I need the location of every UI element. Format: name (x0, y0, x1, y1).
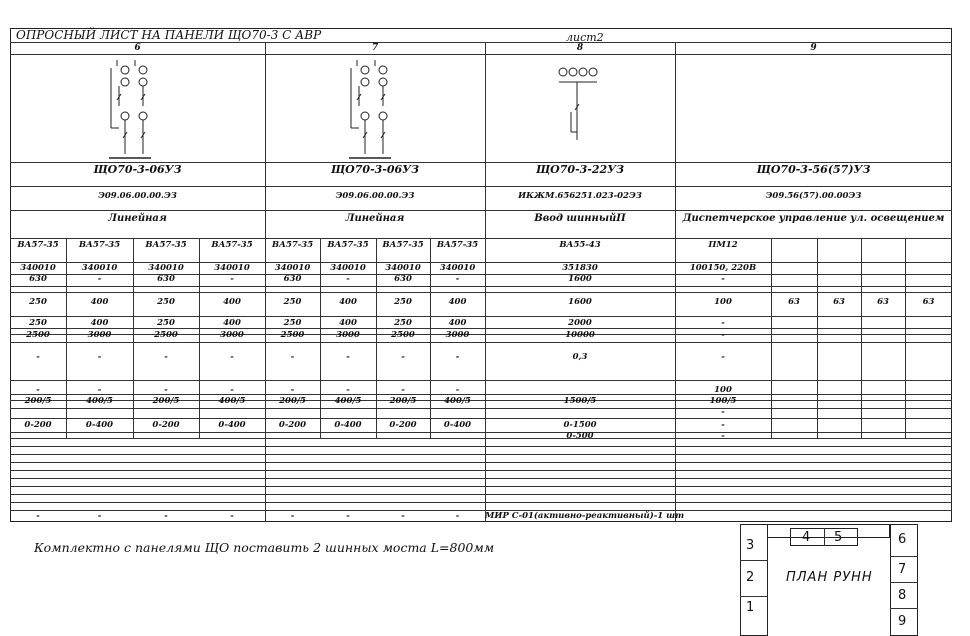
table-cell: ВА57-35 (145, 240, 187, 250)
table-cell: 2500 (154, 330, 178, 340)
table-cell: 400 (223, 297, 241, 307)
h-rule (10, 292, 952, 293)
table-cell: - (721, 431, 725, 441)
table-cell: - (36, 385, 40, 395)
table-cell: 3000 (87, 330, 112, 340)
table-cell: ВА57-35 (382, 240, 424, 250)
table-cell: - (401, 511, 405, 521)
table-cell: 400 (223, 318, 241, 328)
table-cell: - (97, 352, 102, 362)
table-cell: 250 (157, 318, 175, 328)
h-rule (10, 210, 952, 211)
table-cell: МИР С-01(активно-реактивный)-1 шт (485, 511, 685, 521)
table-cell: 63 (833, 297, 845, 307)
table-cell: 340010 (439, 263, 476, 273)
table-cell: 250 (29, 297, 47, 307)
table-cell: - (290, 352, 295, 362)
table-cell: - (721, 352, 725, 362)
table-cell: Линейная (108, 213, 167, 224)
h-rule (10, 286, 952, 287)
plan-cell: 6 (898, 532, 907, 547)
table-cell: Диспетчерское управление ул. освещением (682, 213, 945, 224)
table-cell: 200/5 (152, 396, 180, 406)
table-cell: Линейная (345, 213, 405, 224)
table-cell: - (346, 385, 350, 395)
table-cell: 400/5 (218, 396, 246, 406)
table-cell: 200/5 (389, 396, 417, 406)
table-cell: 630 (29, 274, 47, 284)
table-cell: ЩО70-3-06УЗ (93, 163, 182, 176)
table-cell: - (455, 274, 460, 284)
schematic-diagram-8 (555, 62, 605, 144)
table-cell: - (290, 511, 295, 521)
h-rule (10, 478, 952, 479)
h-rule (10, 486, 952, 487)
table-cell: 400/5 (444, 396, 471, 406)
table-cell: - (230, 511, 234, 521)
table-cell: 2000 (568, 318, 592, 328)
h-rule (10, 54, 952, 55)
table-cell: 0-400 (218, 420, 246, 430)
delivery-note: Комплектно с панелями ЩО поставить 2 шинных моста L=800мм (34, 540, 495, 555)
h-rule (10, 502, 952, 503)
v-rule (817, 238, 818, 438)
table-cell: 400/5 (334, 396, 362, 406)
table-cell: 351830 (562, 263, 598, 273)
table-cell: 340010 (148, 263, 184, 273)
table-cell: 1500/5 (563, 396, 597, 406)
table-cell: - (721, 274, 725, 284)
table-cell: - (230, 385, 234, 395)
plan-cell: 4 (802, 530, 811, 545)
table-cell: ИКЖМ.656251.023-02ЭЗ (518, 191, 642, 201)
plan-cell: 2 (746, 570, 755, 585)
table-cell: 0-200 (389, 420, 417, 430)
table-cell: 2500 (391, 330, 415, 340)
plan-cell: 8 (898, 588, 907, 603)
h-rule (10, 494, 952, 495)
h-rule (10, 408, 952, 409)
table-cell: 630 (157, 274, 175, 284)
h-rule (10, 438, 952, 439)
v-rule (905, 238, 906, 438)
h-rule (10, 462, 952, 463)
table-cell: - (401, 385, 405, 395)
table-cell: 250 (394, 318, 412, 328)
plan-cell: 1 (746, 600, 755, 615)
table-cell: 340010 (330, 263, 366, 273)
h-rule (10, 342, 952, 343)
h-rule (10, 446, 952, 447)
table-cell: 0-200 (24, 420, 52, 430)
table-cell: ЩО70-3-06УЗ (330, 163, 420, 176)
table-cell: 250 (394, 297, 412, 307)
h-rule (10, 454, 952, 455)
table-cell: 1600 (568, 274, 592, 284)
table-cell: ЩО70-3-22УЗ (535, 163, 625, 176)
table-cell: 100150, 220В (689, 263, 757, 273)
column-number: 8 (576, 43, 584, 53)
table-cell: - (721, 407, 725, 417)
table-cell: - (164, 352, 168, 362)
table-cell: 63 (922, 297, 935, 307)
table-cell: 200/5 (279, 396, 306, 406)
table-cell: 340010 (20, 263, 56, 273)
schematic-diagram-6 (105, 58, 165, 162)
table-cell: ВА55-43 (559, 240, 601, 250)
table-cell: 63 (877, 297, 889, 307)
table-cell: 400 (90, 297, 109, 307)
table-cell: ПМ12 (708, 240, 738, 250)
table-cell: 3000 (336, 330, 360, 340)
table-cell: 10000 (565, 330, 595, 340)
table-cell: ВА57-35 (436, 240, 479, 250)
column-number: 7 (371, 43, 379, 53)
table-cell: 250 (29, 318, 47, 328)
table-cell: 200/5 (24, 396, 52, 406)
table-cell: 250 (283, 297, 302, 307)
table-cell: 0-200 (152, 420, 180, 430)
table-cell: - (164, 385, 168, 395)
table-cell: 340010 (214, 263, 250, 273)
table-cell: 340010 (385, 263, 421, 273)
table-cell: - (97, 511, 102, 521)
table-cell: 400/5 (86, 396, 113, 406)
table-cell: - (721, 330, 725, 340)
v-rule (861, 238, 862, 438)
schematic-diagram-7 (345, 58, 405, 162)
h-rule (10, 418, 952, 419)
plan-cell: 5 (834, 530, 843, 545)
table-cell: ВА57-35 (271, 240, 314, 250)
h-rule (10, 380, 952, 381)
table-cell: 250 (157, 297, 175, 307)
plan-cell: 9 (898, 614, 907, 629)
table-cell: - (164, 511, 168, 521)
table-cell: 100 (714, 385, 732, 395)
table-cell: 0-400 (85, 420, 114, 430)
table-cell: 0-1500 (563, 420, 597, 430)
table-cell: Ввод шинныйП (534, 213, 626, 224)
table-cell: - (346, 274, 350, 284)
table-cell: 250 (283, 318, 302, 328)
table-cell: 400 (339, 297, 357, 307)
header-title: ОПРОСНЫЙ ЛИСТ НА ПАНЕЛИ ЩО70-3 С АВР (16, 28, 322, 42)
table-cell: 630 (283, 274, 302, 284)
table-cell: - (290, 385, 295, 395)
table-cell: - (455, 352, 460, 362)
column-number: 9 (810, 43, 817, 53)
table-cell: 400 (339, 318, 357, 328)
table-cell: Э09.06.00.00.ЭЗ (335, 191, 415, 201)
table-cell: 3000 (445, 330, 470, 340)
table-cell: 340010 (274, 263, 311, 273)
table-cell: 3000 (220, 330, 244, 340)
table-cell: ВА57-35 (78, 240, 121, 250)
table-cell: - (346, 352, 350, 362)
table-cell: 2500 (26, 330, 50, 340)
plan-cell: 7 (898, 562, 907, 577)
table-cell: 400 (448, 297, 467, 307)
h-rule (10, 470, 952, 471)
table-cell: 0-400 (443, 420, 472, 430)
table-cell: Э09.56(57).00.00ЭЗ (765, 191, 862, 201)
table-cell: 2500 (280, 330, 305, 340)
v-rule (771, 238, 772, 438)
h-rule (10, 328, 952, 329)
table-cell: 340010 (81, 263, 118, 273)
table-cell: - (97, 385, 102, 395)
table-cell: - (36, 511, 40, 521)
h-rule (10, 238, 952, 239)
sheet-label: лист2 (566, 31, 604, 44)
table-cell: 100/5 (709, 396, 737, 406)
table-cell: 0-400 (334, 420, 362, 430)
table-cell: - (401, 352, 405, 362)
table-cell: 0-200 (278, 420, 307, 430)
table-cell: 63 (788, 297, 800, 307)
table-cell: - (455, 511, 460, 521)
table-cell: - (36, 352, 40, 362)
table-cell: - (721, 420, 725, 430)
table-cell: ВА57-35 (327, 240, 369, 250)
table-cell: 1600 (568, 297, 592, 307)
table-cell: ВА57-35 (211, 240, 253, 250)
table-cell: ВА57-35 (17, 240, 59, 250)
column-number: 6 (134, 43, 141, 53)
table-cell: - (230, 274, 234, 284)
table-cell: - (230, 352, 234, 362)
table-cell: 0,3 (572, 352, 588, 362)
table-cell: 400 (448, 318, 467, 328)
table-cell: - (455, 385, 460, 395)
h-rule (10, 316, 952, 317)
table-cell: 630 (394, 274, 412, 284)
h-rule (10, 186, 952, 187)
table-cell: - (97, 274, 102, 284)
table-cell: Э09.06.00.00.ЭЗ (98, 191, 177, 201)
table-cell: 100 (714, 297, 732, 307)
plan-cell: 3 (746, 538, 755, 553)
h-rule (10, 432, 952, 433)
table-cell: - (721, 318, 725, 328)
table-cell: 0-500 (566, 431, 594, 441)
plan-title: ПЛАН РУНН (786, 570, 873, 585)
table-cell: - (346, 511, 350, 521)
table-cell: 400 (90, 318, 109, 328)
table-cell: ЩО70-3-56(57)УЗ (756, 163, 871, 176)
